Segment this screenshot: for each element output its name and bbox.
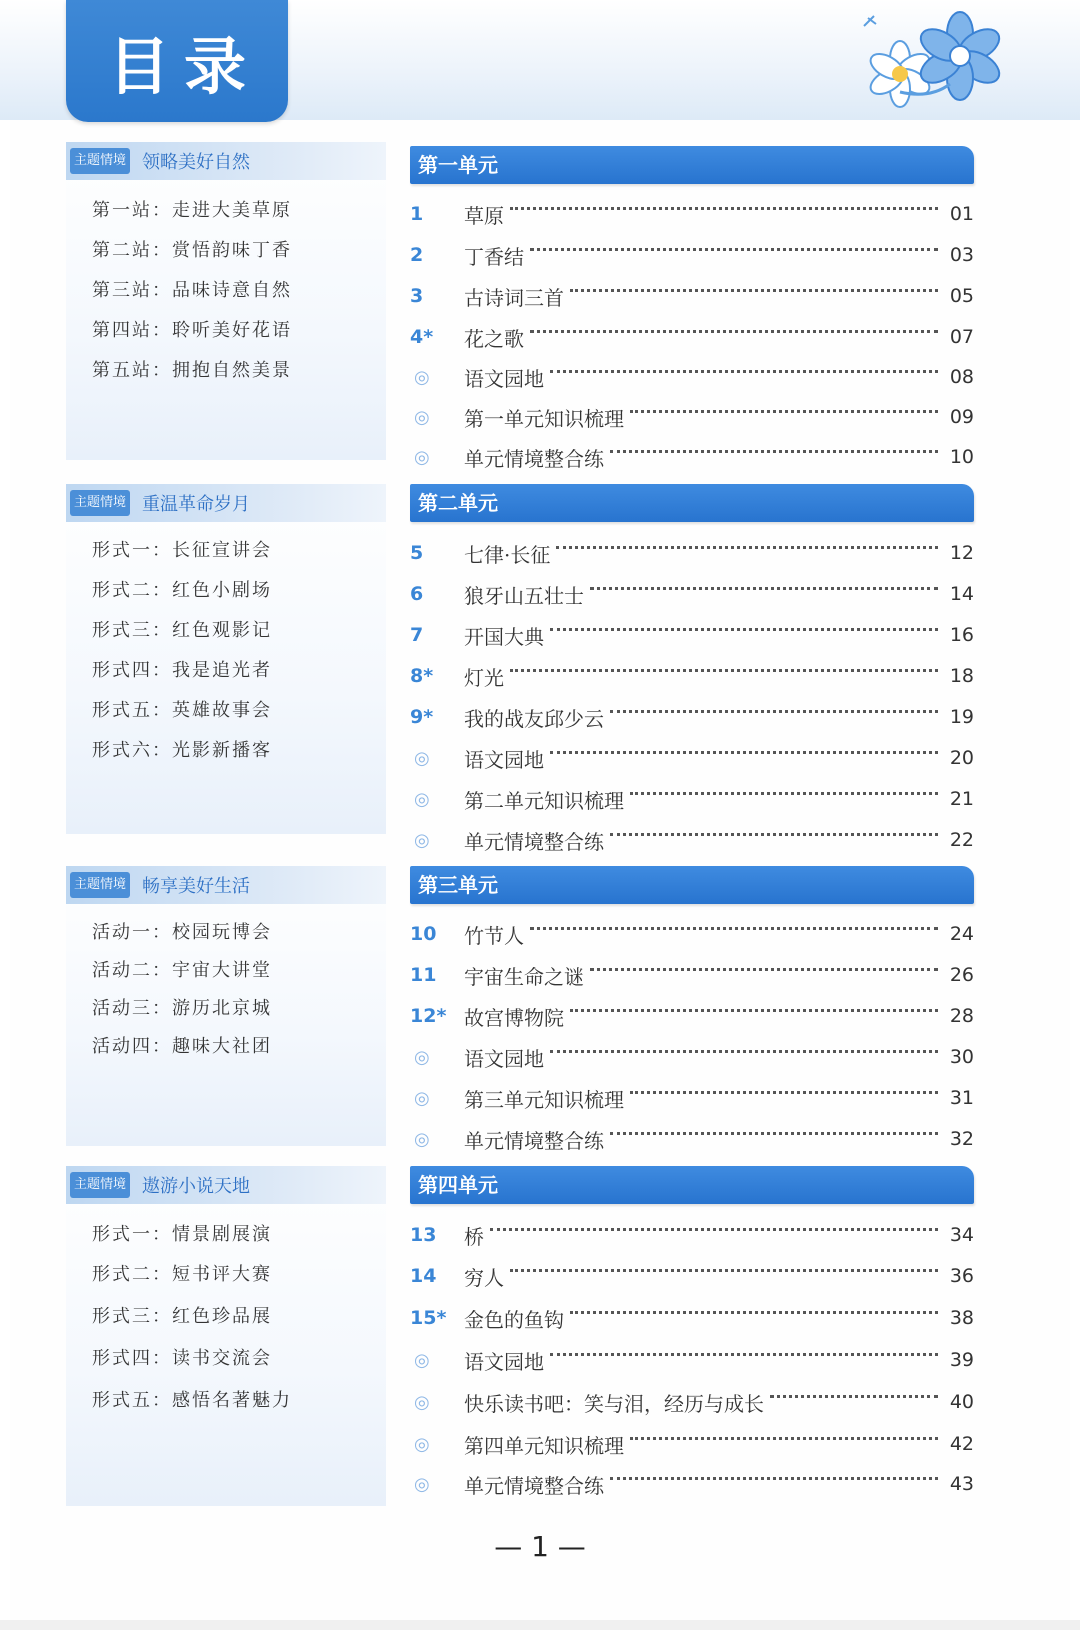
toc-row[interactable] — [410, 1388, 974, 1416]
toc-page: 40 — [949, 1391, 974, 1413]
theme-badge: 主题情境 — [70, 872, 130, 898]
toc-page: 34 — [949, 1224, 974, 1246]
theme-block-1 — [66, 142, 386, 460]
toc-leader — [510, 669, 938, 672]
unit-header-2 — [410, 484, 974, 522]
page-title: 目录 — [107, 29, 260, 103]
toc-leader — [770, 1395, 938, 1398]
target-icon: ◎ — [414, 406, 430, 428]
theme-block-2 — [66, 484, 386, 834]
toc-page: 03 — [949, 244, 974, 266]
toc-row[interactable] — [410, 785, 974, 813]
toc-leader — [550, 1050, 938, 1053]
toc-leader — [550, 751, 938, 754]
toc-number: 11 — [410, 964, 437, 986]
toc-title: 草原 — [464, 203, 504, 228]
theme-header — [66, 866, 386, 904]
theme-block-3 — [66, 866, 386, 1146]
toc-number: 13 — [410, 1224, 437, 1246]
toc-number: 9* — [410, 706, 434, 728]
toc-row[interactable] — [410, 1304, 974, 1332]
toc-number: 5 — [410, 542, 424, 564]
toc-title: 开国大典 — [464, 624, 544, 649]
toc-leader — [550, 370, 938, 373]
toc-title: 丁香结 — [464, 244, 524, 269]
toc-page: 43 — [949, 1473, 974, 1495]
toc-row[interactable] — [410, 539, 974, 567]
unit-title: 第四单元 — [418, 1173, 498, 1197]
toc-number: 2 — [410, 244, 424, 266]
toc-title: 宇宙生命之谜 — [464, 964, 584, 989]
bottom-edge — [0, 1620, 1080, 1630]
toc-title: 七律·长征 — [464, 542, 551, 567]
toc-title: 快乐读书吧：笑与泪，经历与成长 — [464, 1391, 764, 1416]
target-icon: ◎ — [414, 1433, 430, 1455]
theme-header — [66, 142, 386, 180]
theme-item[interactable]: 第三站：品味诗意自然 — [92, 280, 292, 301]
flower-decoration-icon — [860, 4, 1020, 114]
toc-page: 39 — [949, 1349, 974, 1371]
toc-leader — [530, 330, 938, 333]
target-icon: ◎ — [414, 1087, 430, 1109]
theme-item[interactable]: 形式四：我是追光者 — [92, 660, 272, 681]
toc-title: 第四单元知识梳理 — [464, 1433, 624, 1458]
toc-title: 单元情境整合练 — [464, 1128, 604, 1153]
toc-number: 10 — [410, 923, 437, 945]
toc-page: 26 — [949, 964, 974, 986]
toc-number: 4* — [410, 326, 434, 348]
toc-title: 花之歌 — [464, 326, 524, 351]
toc-leader — [610, 1477, 938, 1480]
unit-header-4 — [410, 1166, 974, 1204]
theme-item[interactable]: 形式二：短书评大赛 — [92, 1264, 272, 1285]
theme-item[interactable]: 活动四：趣味大社团 — [92, 1036, 272, 1057]
toc-title: 狼牙山五壮士 — [464, 583, 584, 608]
toc-title: 金色的鱼钩 — [464, 1307, 564, 1332]
toc-page: 12 — [949, 542, 974, 564]
toc-title: 第一单元知识梳理 — [464, 406, 624, 431]
toc-page: 10 — [949, 446, 974, 468]
toc-row[interactable] — [410, 961, 974, 989]
toc-page: 32 — [949, 1128, 974, 1150]
toc-row[interactable] — [410, 920, 974, 948]
unit-title: 第一单元 — [418, 153, 498, 177]
target-icon: ◎ — [414, 829, 430, 851]
toc-page: 21 — [949, 788, 974, 810]
toc-title: 穷人 — [464, 1265, 504, 1290]
toc-page: 20 — [949, 747, 974, 769]
toc-number: 12* — [410, 1005, 447, 1027]
toc-row[interactable] — [410, 703, 974, 731]
theme-item[interactable]: 形式三：红色珍品展 — [92, 1306, 272, 1327]
theme-badge: 主题情境 — [70, 1172, 130, 1198]
toc-leader — [570, 289, 938, 292]
toc-row[interactable] — [410, 1430, 974, 1458]
toc-row[interactable] — [410, 323, 974, 351]
toc-title: 语文园地 — [464, 1046, 544, 1071]
toc-number: 6 — [410, 583, 424, 605]
toc-row[interactable] — [410, 621, 974, 649]
toc-page: 19 — [949, 706, 974, 728]
toc-title: 第二单元知识梳理 — [464, 788, 624, 813]
toc-title: 语文园地 — [464, 747, 544, 772]
toc-leader — [630, 1437, 938, 1440]
toc-title: 第三单元知识梳理 — [464, 1087, 624, 1112]
toc-page: 31 — [949, 1087, 974, 1109]
toc-page: 09 — [949, 406, 974, 428]
toc-page: 07 — [949, 326, 974, 348]
toc-leader — [490, 1228, 938, 1231]
toc-leader — [590, 587, 938, 590]
toc-row[interactable] — [410, 1346, 974, 1374]
toc-row[interactable] — [410, 826, 974, 854]
target-icon: ◎ — [414, 366, 430, 388]
theme-item[interactable]: 形式二：红色小剧场 — [92, 580, 272, 601]
theme-item[interactable]: 形式四：读书交流会 — [92, 1348, 272, 1369]
theme-block-4 — [66, 1166, 386, 1506]
toc-row[interactable] — [410, 282, 974, 310]
toc-leader — [610, 1132, 938, 1135]
toc-page: 38 — [949, 1307, 974, 1329]
toc-title: 故宫博物院 — [464, 1005, 564, 1030]
theme-item[interactable]: 活动三：游历北京城 — [92, 998, 272, 1019]
target-icon: ◎ — [414, 1046, 430, 1068]
toc-number: 3 — [410, 285, 424, 307]
theme-item[interactable]: 形式五：英雄故事会 — [92, 700, 272, 721]
theme-item[interactable]: 第五站：拥抱自然美景 — [92, 360, 292, 381]
theme-item[interactable]: 活动二：宇宙大讲堂 — [92, 960, 272, 981]
toc-leader — [590, 968, 938, 971]
toc-title: 桥 — [464, 1224, 484, 1249]
toc-page: 36 — [949, 1265, 974, 1287]
toc-title: 语文园地 — [464, 366, 544, 391]
unit-title: 第二单元 — [418, 491, 498, 515]
theme-item[interactable]: 形式一：长征宣讲会 — [92, 540, 272, 561]
toc-row[interactable] — [410, 1043, 974, 1071]
theme-badge: 主题情境 — [70, 490, 130, 516]
toc-leader — [630, 792, 938, 795]
toc-row[interactable] — [410, 744, 974, 772]
unit-header-3 — [410, 866, 974, 904]
toc-page: 01 — [949, 203, 974, 225]
toc-title: 竹节人 — [464, 923, 524, 948]
unit-header-1 — [410, 146, 974, 184]
toc-row[interactable] — [410, 241, 974, 269]
toc-leader — [550, 1353, 938, 1356]
toc-page: 28 — [949, 1005, 974, 1027]
toc-row[interactable] — [410, 1470, 974, 1498]
toc-page: 08 — [949, 366, 974, 388]
toc-row[interactable] — [410, 580, 974, 608]
toc-title: 语文园地 — [464, 1349, 544, 1374]
toc-number: 7 — [410, 624, 424, 646]
toc-page: 05 — [949, 285, 974, 307]
toc-row[interactable] — [410, 443, 974, 471]
toc-leader — [630, 1091, 938, 1094]
target-icon: ◎ — [414, 788, 430, 810]
target-icon: ◎ — [414, 1473, 430, 1495]
theme-item[interactable]: 形式五：感悟名著魅力 — [92, 1390, 292, 1411]
toc-page: 24 — [949, 923, 974, 945]
toc-number: 14 — [410, 1265, 437, 1287]
toc-row[interactable] — [410, 200, 974, 228]
toc-page: 16 — [949, 624, 974, 646]
toc-leader — [556, 546, 938, 549]
theme-item[interactable]: 活动一：校园玩博会 — [92, 922, 272, 943]
toc-page: 42 — [949, 1433, 974, 1455]
toc-leader — [570, 1009, 938, 1012]
title-tab — [66, 0, 288, 122]
theme-title: 领略美好自然 — [142, 152, 251, 173]
toc-leader — [550, 628, 938, 631]
toc-row[interactable] — [410, 403, 974, 431]
theme-header — [66, 1166, 386, 1204]
theme-title: 畅享美好生活 — [142, 876, 251, 897]
toc-leader — [610, 833, 938, 836]
toc-leader — [510, 1269, 938, 1272]
toc-row[interactable] — [410, 1262, 974, 1290]
toc-row[interactable] — [410, 363, 974, 391]
page-number: — 1 — — [494, 1530, 586, 1563]
toc-leader — [530, 248, 938, 251]
toc-leader — [510, 207, 938, 210]
target-icon: ◎ — [414, 747, 430, 769]
theme-header — [66, 484, 386, 522]
toc-title: 单元情境整合练 — [464, 1473, 604, 1498]
toc-title: 单元情境整合练 — [464, 446, 604, 471]
theme-item[interactable]: 第四站：聆听美好花语 — [92, 320, 292, 341]
toc-row[interactable] — [410, 1084, 974, 1112]
toc-title: 古诗词三首 — [464, 285, 564, 310]
toc-row[interactable] — [410, 1125, 974, 1153]
toc-leader — [610, 710, 938, 713]
theme-item[interactable]: 形式六：光影新播客 — [92, 740, 272, 761]
theme-badge: 主题情境 — [70, 148, 130, 174]
toc-number: 1 — [410, 203, 424, 225]
toc-title: 灯光 — [464, 665, 504, 690]
toc-leader — [530, 927, 938, 930]
toc-row[interactable] — [410, 1221, 974, 1249]
theme-item[interactable]: 形式三：红色观影记 — [92, 620, 272, 641]
toc-number: 8* — [410, 665, 434, 687]
target-icon: ◎ — [414, 446, 430, 468]
toc-leader — [570, 1311, 938, 1314]
theme-title: 遨游小说天地 — [142, 1176, 251, 1197]
toc-page: 30 — [949, 1046, 974, 1068]
target-icon: ◎ — [414, 1128, 430, 1150]
theme-item[interactable]: 第一站：走进大美草原 — [92, 200, 292, 221]
target-icon: ◎ — [414, 1349, 430, 1371]
target-icon: ◎ — [414, 1391, 430, 1413]
toc-page: 22 — [949, 829, 974, 851]
theme-item[interactable]: 形式一：情景剧展演 — [92, 1224, 272, 1245]
toc-title: 单元情境整合练 — [464, 829, 604, 854]
toc-row[interactable] — [410, 1002, 974, 1030]
theme-title: 重温革命岁月 — [142, 494, 251, 515]
toc-leader — [630, 410, 938, 413]
toc-leader — [610, 450, 938, 453]
toc-row[interactable] — [410, 662, 974, 690]
toc-number: 15* — [410, 1307, 447, 1329]
toc-page: 14 — [949, 583, 974, 605]
theme-item[interactable]: 第二站：赏悟韵味丁香 — [92, 240, 292, 261]
toc-page: 18 — [949, 665, 974, 687]
toc-title: 我的战友邱少云 — [464, 706, 604, 731]
unit-title: 第三单元 — [418, 873, 498, 897]
